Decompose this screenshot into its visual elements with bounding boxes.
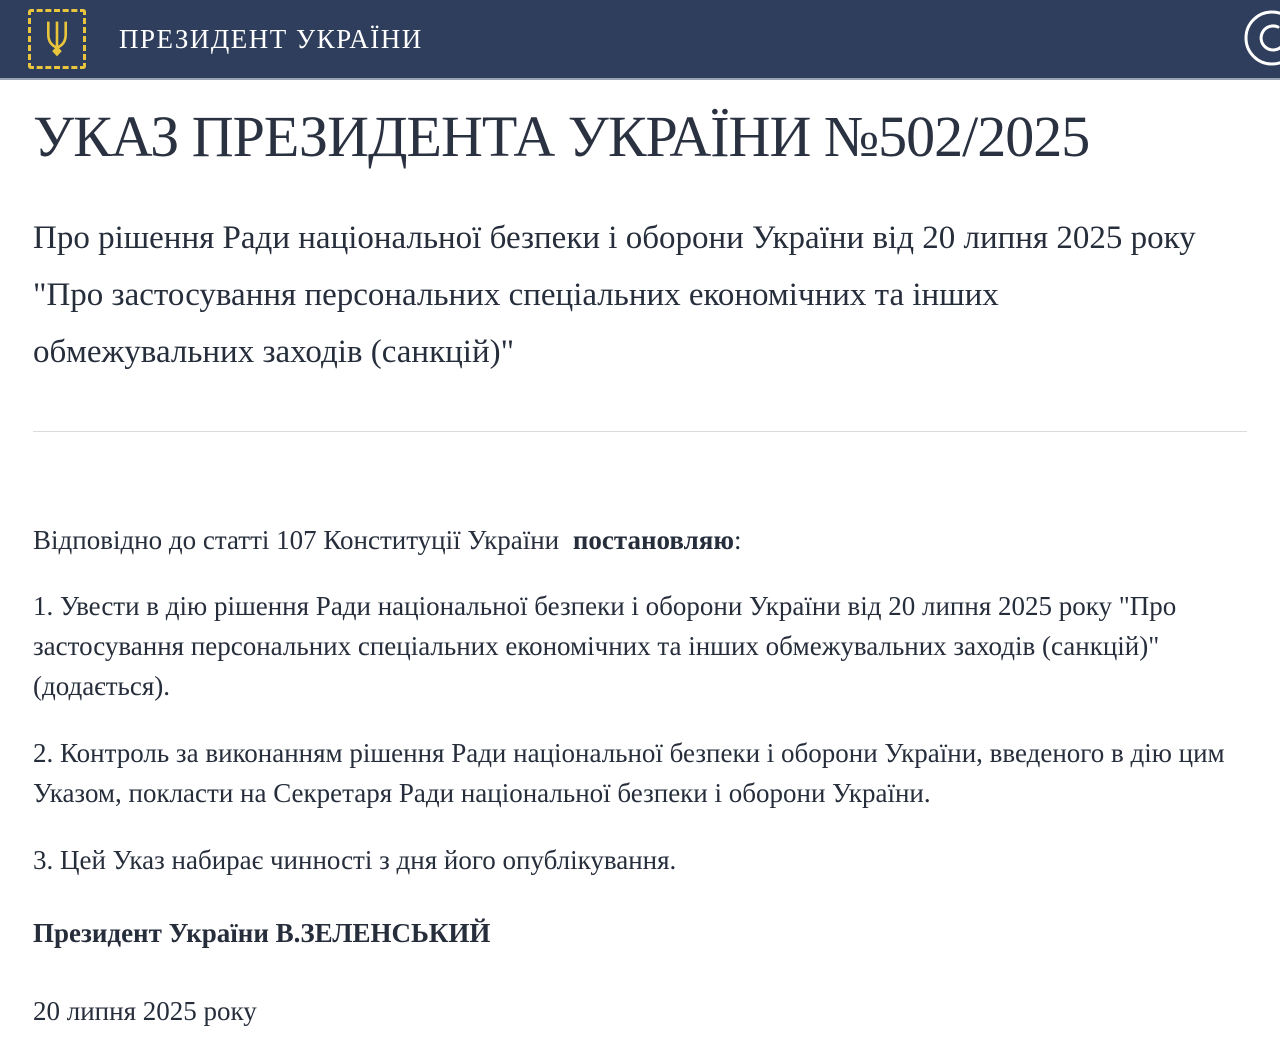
search-button[interactable] bbox=[1242, 8, 1280, 68]
signature-line: Президент України В.ЗЕЛЕНСЬКИЙ bbox=[33, 917, 491, 948]
intro-bold-verb: постановляю bbox=[572, 524, 734, 555]
decree-paragraph-1: 1. Увести в дію рішення Ради національної безпеки і оборони України від 20 липня 2025 року "Про застосування персональних спеціальних економічних та інших обмежувальних заходів (санкцій)" (додається). bbox=[33, 590, 1177, 701]
intro-colon: : bbox=[734, 524, 742, 555]
site-title[interactable]: ПРЕЗИДЕНТ УКРАЇНИ bbox=[119, 23, 423, 54]
decree-title: УКАЗ ПРЕЗИДЕНТА УКРАЇНИ №502/2025 bbox=[33, 104, 1090, 169]
trident-icon bbox=[42, 19, 72, 59]
date-line: 20 липня 2025 року bbox=[33, 995, 257, 1026]
divider bbox=[33, 431, 1247, 432]
decree-intro bbox=[33, 520, 1247, 560]
search-icon bbox=[1242, 8, 1280, 68]
intro-text: Відповідно до статті 107 Конституції України bbox=[33, 524, 566, 555]
decree-subtitle: Про рішення Ради національної безпеки і оборони України від 20 липня 2025 року "Про застосування персональних спеціальних економічних та інших обмежувальних заходів (санкцій)" bbox=[33, 219, 1196, 370]
home-logo-link[interactable] bbox=[28, 9, 423, 69]
decree-paragraph-2: 2. Контроль за виконанням рішення Ради національної безпеки і оборони України, введеного в дію цим Указом, покласти на Секретаря Ради національної безпеки і оборони України. bbox=[33, 737, 1225, 808]
decree-document bbox=[0, 104, 1280, 1041]
coat-of-arms-frame bbox=[28, 9, 86, 69]
decree-paragraph-3: 3. Цей Указ набирає чинності з дня його опублікування. bbox=[33, 844, 677, 875]
site-header bbox=[0, 0, 1280, 80]
